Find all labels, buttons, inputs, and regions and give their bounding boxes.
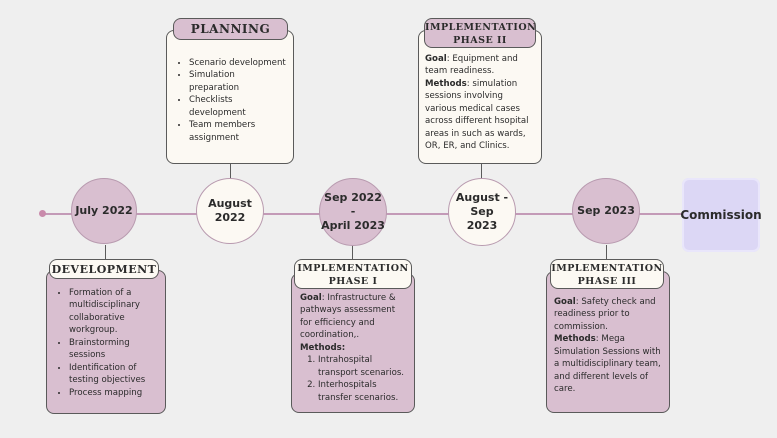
timeline-start-dot xyxy=(39,210,46,217)
phase2-goal: Goal: Equipment and team readiness. xyxy=(425,54,518,77)
planning-list xyxy=(173,57,287,144)
phase2-title: IMPLEMENTATION PHASE II xyxy=(424,18,536,48)
phase1-methods-list xyxy=(300,354,408,404)
phase1-methods-heading: Methods: xyxy=(300,342,346,353)
node-july-2022: July 2022 xyxy=(71,178,137,244)
phase3-methods: Methods: Mega Simulation Sessions with a multidisciplinary team, and different levels of care. xyxy=(554,334,661,395)
node-sep-2022-april-2023: Sep 2022 - April 2023 xyxy=(319,178,387,246)
list-item: • Process mapping xyxy=(69,387,159,399)
phase3-title: IMPLEMENTATION PHASE III xyxy=(550,259,664,289)
phase1-title: IMPLEMENTATION PHASE I xyxy=(294,259,412,289)
development-card xyxy=(46,270,166,414)
list-item: • Brainstorming sessions xyxy=(69,337,159,362)
list-item: • Identification of testing objectives xyxy=(69,362,159,387)
list-item: • Team members assignment xyxy=(189,119,287,144)
list-item: • Checklists development xyxy=(189,94,287,119)
connector-phase2 xyxy=(481,163,482,179)
node-august-sep-2023: August - Sep 2023 xyxy=(448,178,516,246)
node-commission: Commission xyxy=(682,178,760,252)
planning-card xyxy=(166,30,294,164)
list-item: • Simulation preparation xyxy=(189,69,287,94)
phase1-card xyxy=(291,273,415,413)
planning-title: PLANNING xyxy=(173,18,288,40)
list-item: • Formation of a multidisciplinary collaborative workgroup. xyxy=(69,287,159,337)
development-list xyxy=(53,287,159,399)
phase2-methods: Methods: simulation sessions involving various medical cases across different hsopital areas in such as wards, OR, ER, and Clinics. xyxy=(425,78,529,152)
phase3-goal: Goal: Safety check and readiness prior to commission. xyxy=(554,297,656,332)
list-item: 2. Interhospitals transfer scenarios. xyxy=(318,379,408,404)
phase3-card xyxy=(546,271,670,413)
connector-planning xyxy=(230,163,231,179)
phase2-card xyxy=(418,30,542,164)
node-august-2022: August 2022 xyxy=(196,178,264,244)
development-title: DEVELOPMENT xyxy=(49,259,159,279)
list-item: 1. Intrahospital transport scenarios. xyxy=(318,354,408,379)
list-item: • Scenario development xyxy=(189,57,287,69)
phase1-goal: Goal: Infrastructure & pathways assessment for efficiency and coordination,. xyxy=(300,293,396,341)
node-sep-2023: Sep 2023 xyxy=(572,178,640,244)
